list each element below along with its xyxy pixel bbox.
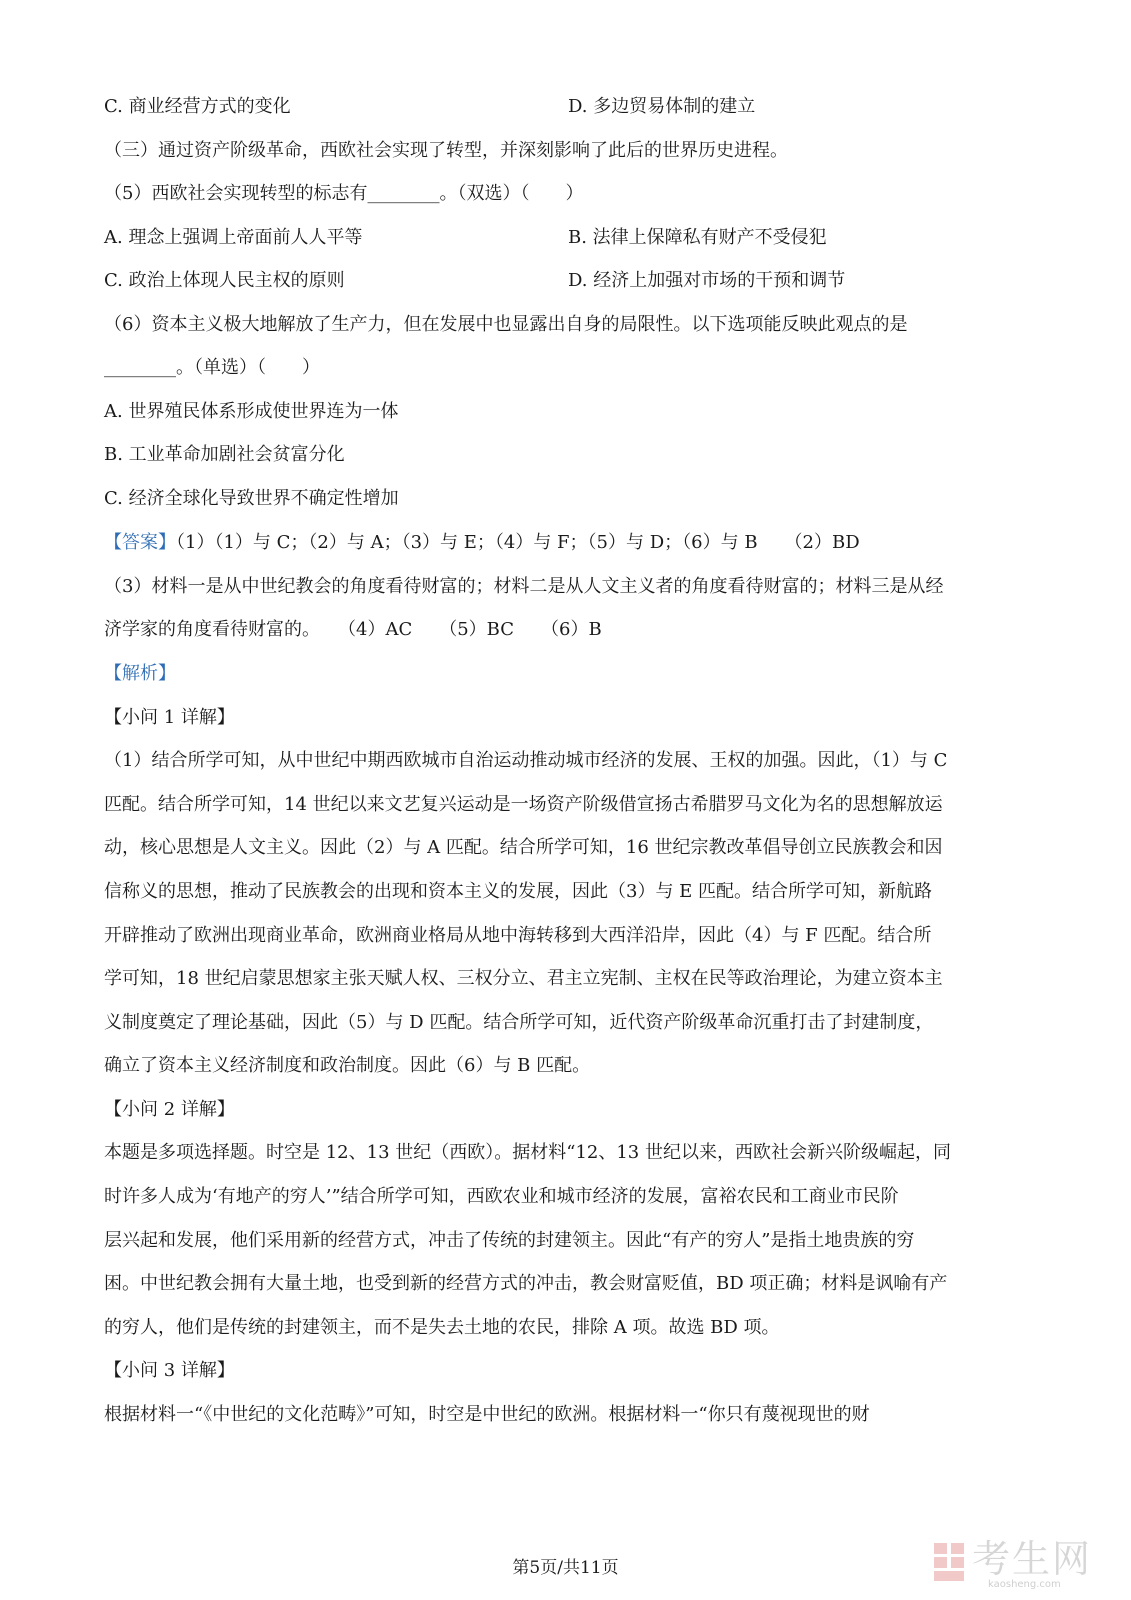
paragraph-line: 义制度奠定了理论基础，因此（5）与 D 匹配。结合所学可知，近代资产阶级革命沉重打击了封建制度， [104, 1012, 934, 1033]
paragraph-line: 的穷人，他们是传统的封建领主，而不是失去土地的农民，排除 A 项。故选 BD 项。 [104, 1317, 780, 1338]
paragraph-line: 学可知，18 世纪启蒙思想家主张天赋人权、三权分立、君主立宪制、主权在民等政治理论，为建立资本主 [104, 968, 943, 989]
page-number: 第5页/共11页 [512, 1558, 619, 1578]
question-5-stem: （5）西欧社会实现转型的标志有________。（双选）（ ） [104, 183, 584, 204]
section-intro: （三）通过资产阶级革命，西欧社会实现了转型，并深刻影响了此后的世界历史进程。 [104, 140, 788, 161]
watermark-url: kaosheng.com [988, 1579, 1061, 1590]
sub3-title: 【小问 3 详解】 [104, 1360, 235, 1381]
question-6-stem-cont: ________。（单选）（ ） [104, 357, 320, 378]
q5-option-c: C. 政治上体现人民主权的原则 [104, 270, 345, 291]
analysis-label: 【解析】 [104, 663, 176, 684]
answer-text-1: （1）（1）与 C；（2）与 A；（3）与 E；（4）与 F；（5）与 D；（6）与 B （2）BD [176, 532, 860, 553]
q5-option-a: A. 理念上强调上帝面前人人平等 [104, 227, 363, 248]
q6-option-c: C. 经济全球化导致世界不确定性增加 [104, 488, 399, 509]
option-c: C. 商业经营方式的变化 [104, 96, 291, 117]
paragraph-line: 匹配。结合所学可知，14 世纪以来文艺复兴运动是一场资产阶级借宣扬古希腊罗马文化为名的思想解放运 [104, 794, 943, 815]
question-6-stem: （6）资本主义极大地解放了生产力，但在发展中也显露出自身的局限性。以下选项能反映此观点的是 [104, 314, 908, 335]
paragraph-line: 根据材料一“《中世纪的文化范畴》”可知，时空是中世纪的欧洲。根据材料一“你只有蔑视现世的财 [104, 1404, 870, 1425]
paragraph-line: 开辟推动了欧洲出现商业革命，欧洲商业格局从地中海转移到大西洋沿岸，因此（4）与 F 匹配。结合所 [104, 925, 932, 946]
answer-line-3: 济学家的角度看待财富的。 （4）AC （5）BC （6）B [104, 619, 602, 640]
q6-option-b: B. 工业革命加剧社会贫富分化 [104, 444, 345, 465]
sub2-title: 【小问 2 详解】 [104, 1099, 235, 1120]
answer-label: 【答案】 [104, 532, 176, 553]
paragraph-line: 时许多人成为‘有地产的穷人’”结合所学可知，西欧农业和城市经济的发展，富裕农民和工商业市民阶 [104, 1186, 899, 1207]
paragraph-line: （1）结合所学可知，从中世纪中期西欧城市自治运动推动城市经济的发展、王权的加强。因此，（1）与 C [104, 750, 948, 771]
answer-line-1 [104, 530, 1034, 556]
paragraph-line: 确立了资本主义经济制度和政治制度。因此（6）与 B 匹配。 [104, 1055, 591, 1076]
watermark-name: 考生网 [972, 1537, 1093, 1581]
answer-line-2: （3）材料一是从中世纪教会的角度看待财富的；材料二是从人文主义者的角度看待财富的；材料三是从经 [104, 576, 944, 597]
q5-option-d: D. 经济上加强对市场的干预和调节 [568, 270, 846, 291]
paragraph-line: 困。中世纪教会拥有大量土地，也受到新的经营方式的冲击，教会财富贬值，BD 项正确；材料是讽喻有产 [104, 1273, 948, 1294]
watermark-logo-icon [932, 1541, 966, 1583]
sub1-title: 【小问 1 详解】 [104, 707, 235, 728]
q6-option-a: A. 世界殖民体系形成使世界连为一体 [104, 401, 399, 422]
paragraph-line: 动，核心思想是人文主义。因此（2）与 A 匹配。结合所学可知，16 世纪宗教改革倡导创立民族教会和因 [104, 837, 943, 858]
option-d: D. 多边贸易体制的建立 [568, 96, 756, 117]
paragraph-line: 信称义的思想，推动了民族教会的出现和资本主义的发展，因此（3）与 E 匹配。结合所学可知，新航路 [104, 881, 933, 902]
watermark [932, 1537, 1112, 1593]
paragraph-line: 层兴起和发展，他们采用新的经营方式，冲击了传统的封建领主。因此“有产的穷人”是指土地贵族的穷 [104, 1230, 915, 1251]
q5-option-b: B. 法律上保障私有财产不受侵犯 [568, 227, 827, 248]
paragraph-line: 本题是多项选择题。时空是 12、13 世纪（西欧）。据材料“12、13 世纪以来，西欧社会新兴阶级崛起，同 [104, 1142, 951, 1163]
